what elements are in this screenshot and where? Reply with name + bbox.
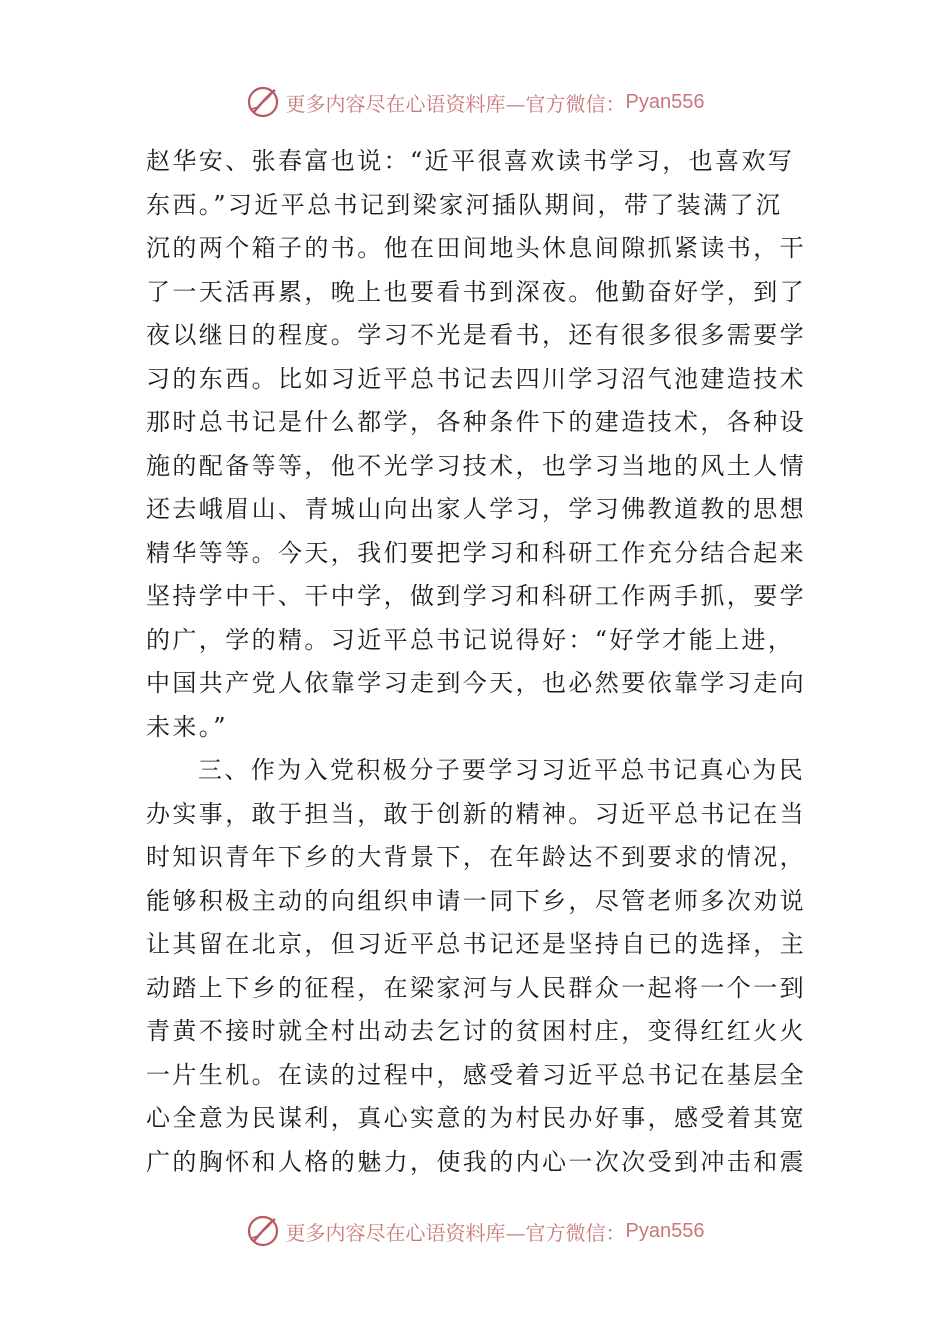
text-line: 沉的两个箱子的书。他在田间地头休息间隙抓紧读书，干 <box>146 234 806 262</box>
text-line: 动踏上下乡的征程，在梁家河与人民群众一起将一个一到 <box>146 973 806 1002</box>
text-line: 的广，学的精。习近平总书记说得好：“好学才能上进， <box>146 625 795 654</box>
header-banner <box>0 82 950 122</box>
text-line: 还去峨眉山、青城山向出家人学习，学习佛教道教的思想 <box>146 495 806 523</box>
banner-wechat-id: Pyan556 <box>625 90 705 113</box>
banner-text: 更多内容尽在心语资料库—官方微信： <box>285 91 626 116</box>
quill-pen-logo-icon <box>246 1214 280 1248</box>
banner-text: 更多内容尽在心语资料库—官方微信： <box>285 1220 626 1245</box>
text-line: 坚持学中干、干中学，做到学习和科研工作两手抓，要学 <box>146 582 806 610</box>
text-line: 让其留在北京，但习近平总书记还是坚持自已的选择，主 <box>146 930 806 958</box>
paragraph-start-line: 三、作为入党积极分子要学习习近平总书记真心为民 <box>198 756 806 784</box>
text-line: 中国共产党人依靠学习走到今天，也必然要依靠学习走向 <box>146 669 806 697</box>
text-line: 那时总书记是什么都学，各种条件下的建造技术，各种设 <box>146 408 806 436</box>
text-line: 未来。” <box>146 712 228 741</box>
text-line: 广的胸怀和人格的魅力，使我的内心一次次受到冲击和震 <box>146 1147 806 1176</box>
text-line: 赵华安、张春富也说：“近平很喜欢读书学习，也喜欢写 <box>146 147 795 175</box>
document-body <box>146 140 806 1184</box>
text-line: 能够积极主动的向组织申请一同下乡，尽管老师多次劝说 <box>146 886 806 915</box>
text-line: 精华等等。今天，我们要把学习和科研工作充分结合起来 <box>146 538 806 567</box>
text-line: 办实事，敢于担当，敢于创新的精神。习近平总书记在当 <box>146 799 806 828</box>
banner-wechat-id: Pyan556 <box>625 1219 705 1242</box>
text-line: 东西。”习近平总书记到梁家河插队期间，带了装满了沉 <box>146 190 783 219</box>
text-line: 夜以继日的程度。学习不光是看书，还有很多很多需要学 <box>146 321 806 349</box>
text-line: 施的配备等等，他不光学习技术，也学习当地的风土人情 <box>146 451 806 480</box>
text-line: 习的东西。比如习近平总书记去四川学习沼气池建造技术 <box>146 364 806 393</box>
text-line: 了一天活再累，晚上也要看书到深夜。他勤奋好学，到了 <box>146 277 806 306</box>
text-line: 一片生机。在读的过程中，感受着习近平总书记在基层全 <box>146 1060 806 1089</box>
text-line: 青黄不接时就全村出动去乞讨的贫困村庄，变得红红火火 <box>146 1017 806 1045</box>
text-line: 心全意为民谋利，真心实意的为村民办好事，感受着其宽 <box>146 1104 806 1132</box>
footer-banner <box>0 1211 950 1251</box>
text-line: 时知识青年下乡的大背景下，在年龄达不到要求的情况， <box>146 843 806 871</box>
quill-pen-logo-icon <box>246 85 280 119</box>
